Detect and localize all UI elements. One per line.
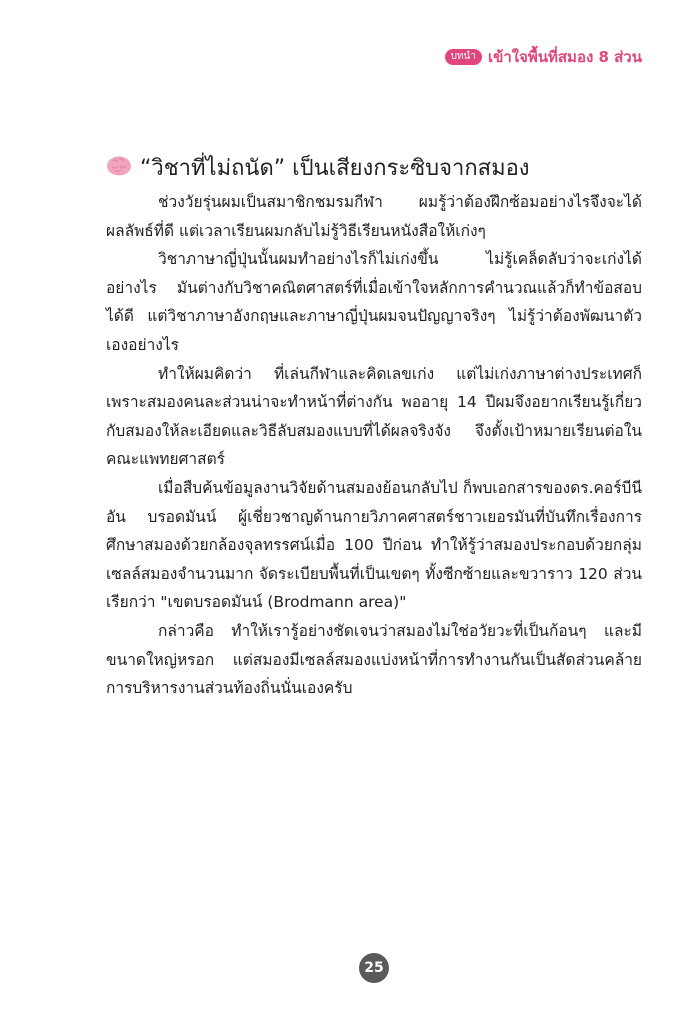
paragraph: เมื่อสืบค้นข้อมูลงานวิจัยด้านสมองย้อนกลับไป ก็พบเอกสารของดร.คอร์บีนีอัน บรอดมันน์ ผู้เชี่ยวชาญด้านกายวิภาคศาสตร์ชาวเยอรมันที่บันทึกเรื่องการศึกษาสมองด้วยกล้องจุลทรรศน์เมื่อ 100 ปีก่อน ทำให้รู้ว่าสมองประกอบด้วยกลุ่มเซลล์สมองจำนวนมาก จัดระเบียบพื้นที่เป็นเขตๆ ทั้งซีกซ้ายและขวาราว 120 ส่วน เรียกว่า "เขตบรอดมันน์ (Brodmann area)": [106, 478, 642, 612]
chapter-badge: บทนำ: [445, 49, 482, 65]
page-number: 25: [359, 953, 389, 983]
paragraph: กล่าวคือ ทำให้เรารู้อย่างชัดเจนว่าสมองไม่ใช่อวัยวะที่เป็นก้อนๆ และมีขนาดใหญ่หรอก แต่สมองมีเซลล์สมองแบ่งหน้าที่การทำงานกันเป็นสัดส่วนคล้ายการบริหารงานส่วนท้องถิ่นนั่นเองครับ: [106, 621, 642, 698]
section-heading-text: “วิชาที่ไม่ถนัด” เป็นเสียงกระซิบจากสมอง: [140, 156, 530, 181]
chapter-title: เข้าใจพื้นที่สมอง 8 ส่วน: [487, 48, 642, 66]
brain-icon: [106, 155, 132, 181]
body-text: [106, 188, 642, 703]
section-heading: [106, 150, 530, 185]
paragraph: ช่วงวัยรุ่นผมเป็นสมาชิกชมรมกีฬา ผมรู้ว่าต้องฝึกซ้อมอย่างไรจึงจะได้ผลลัพธ์ที่ดี แต่เวลาเรียนผมกลับไม่รู้วิธีเรียนหนังสือให้เก่งๆ: [106, 193, 642, 240]
paragraph: ทำให้ผมคิดว่า ที่เล่นกีฬาและคิดเลขเก่ง แต่ไม่เก่งภาษาต่างประเทศก็เพราะสมองคนละส่วนน่าจะทำหน้าที่ต่างกัน พออายุ 14 ปีผมจึงอยากเรียนรู้เกี่ยวกับสมองให้ละเอียดและวิธีลับสมองแบบที่ได้ผลจริงจัง จึงตั้งเป้าหมายเรียนต่อในคณะแพทยศาสตร์: [106, 364, 642, 469]
paragraph: วิชาภาษาญี่ปุ่นนั้นผมทำอย่างไรก็ไม่เก่งขึ้น ไม่รู้เคล็ดลับว่าจะเก่งได้อย่างไร มันต่างกับวิชาคณิตศาสตร์ที่เมื่อเข้าใจหลักการคำนวณแล้วก็ทำข้อสอบได้ดี แต่วิชาภาษาอังกฤษและภาษาญี่ปุ่นผมจนปัญญาจริงๆ ไม่รู้ว่าต้องพัฒนาตัวเองอย่างไร: [106, 250, 642, 354]
running-header: [445, 45, 642, 69]
